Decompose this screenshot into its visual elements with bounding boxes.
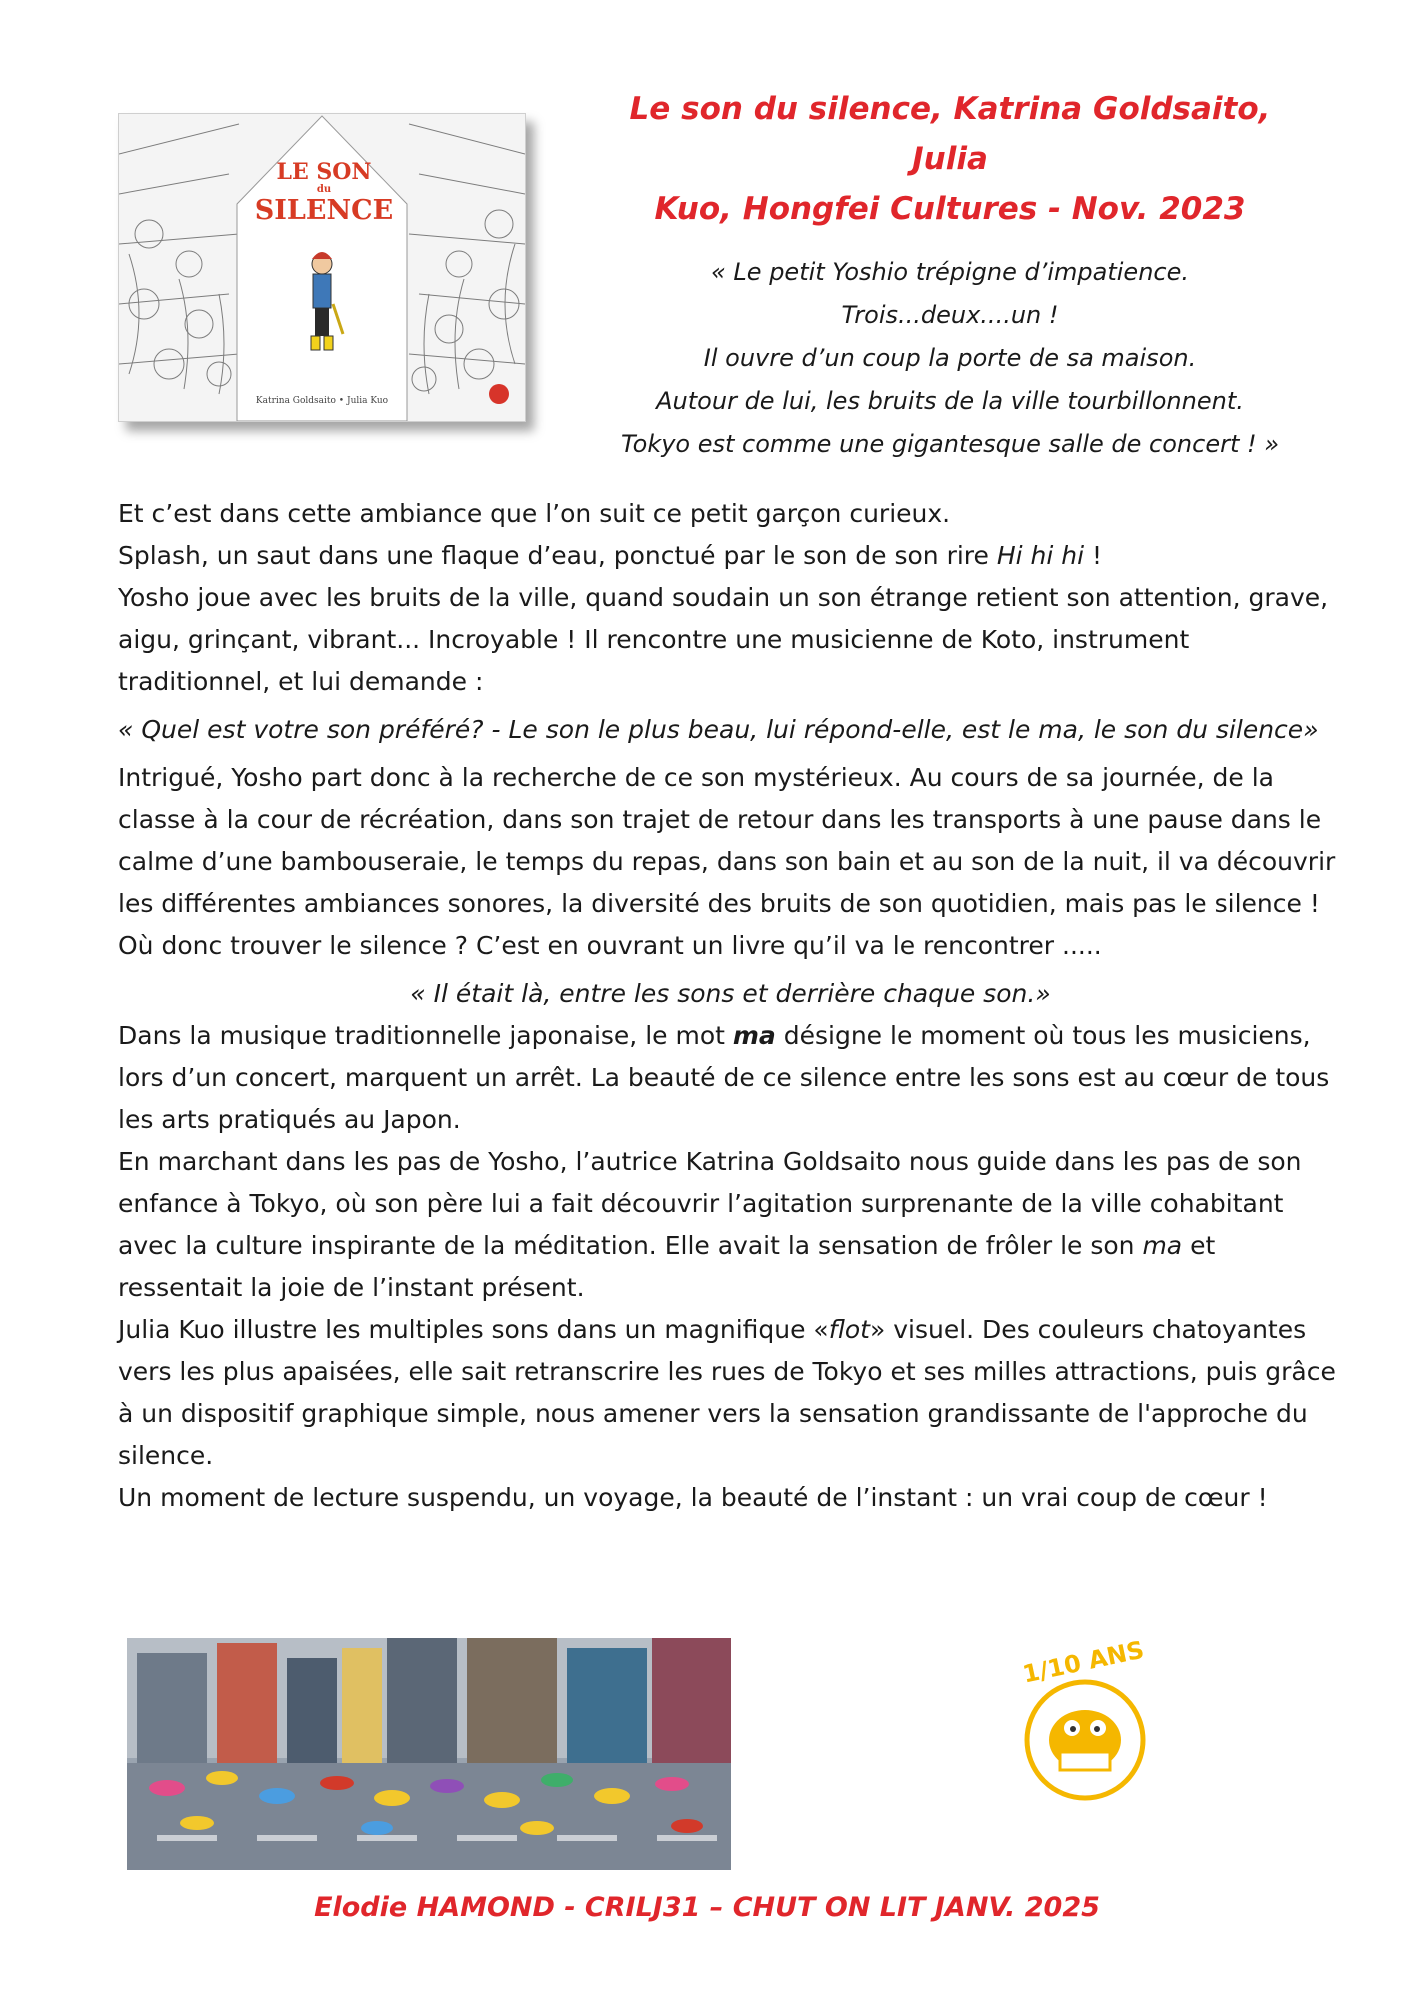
text-fragment: Splash, un saut dans une flaque d’eau, ponctué par le son de son rire: [118, 541, 997, 570]
text-fragment: et ressentait la joie de l’instant présent.: [118, 1231, 1216, 1302]
text-line: Yosho joue avec les bruits de la ville, quand soudain un son étrange retient son attention, grave, aigu, grinçant, vibrant... Incroyable ! Il rencontre une musicienne de Koto, instrument traditionnel, et lui demande :: [118, 583, 1329, 696]
quote-line: Trois...deux....un !: [841, 301, 1059, 329]
title-line-2: Kuo, Hongfei Cultures - Nov. 2023: [654, 191, 1246, 227]
text-fragment: désigne le moment où tous les musiciens, lors d’un concert, marquent un arrêt. La beauté de ce silence entre les sons est au cœur de tous les arts pratiqués au Japon.: [118, 1021, 1330, 1134]
text-line: Et c’est dans cette ambiance que l’on suit ce petit garçon curieux.: [118, 499, 951, 528]
text-fragment: Dans la musique traditionnelle japonaise, le mot: [118, 1021, 733, 1050]
review-body: [118, 493, 1343, 1519]
emphasis: ma: [732, 1021, 776, 1050]
quote-line: Autour de lui, les bruits de la ville tourbillonnent.: [656, 387, 1244, 415]
cover-title-small: du: [316, 184, 332, 195]
paragraph: Où donc trouver le silence ? C’est en ouvrant un livre qu’il va le rencontrer .....: [118, 931, 1102, 960]
cover-authors: Katrina Goldsaito • Julia Kuo: [255, 396, 389, 406]
text-fragment: En marchant dans les pas de Yosho, l’autrice Katrina Goldsaito nous guide dans les pas de son enfance à Tokyo, où son père lui a fait découvrir l’agitation surprenante de la ville cohabitant avec la culture inspirante de la méditation. Elle avait la sensation de frôler le son: [118, 1147, 1302, 1260]
emphasis: Hi hi hi: [996, 541, 1085, 570]
reading-frog-icon: [1010, 1640, 1160, 1810]
centered-quote: « Il était là, entre les sons et derrière chaque son.»: [410, 979, 1051, 1008]
tokyo-street-illustration: [127, 1638, 731, 1870]
quote-line: Tokyo est comme une gigantesque salle de concert ! »: [620, 430, 1280, 458]
opening-quote: [598, 251, 1302, 466]
page-title: [600, 84, 1300, 234]
cover-title: [254, 159, 394, 226]
paragraph: Un moment de lecture suspendu, un voyage, la beauté de l’instant : un vrai coup de cœur !: [118, 1483, 1268, 1512]
quote-line: Il ouvre d’un coup la porte de sa maison.: [703, 344, 1197, 372]
text-fragment: !: [1084, 541, 1103, 570]
logo-text: 1/10 ANS: [1020, 1640, 1147, 1689]
dialogue-quote: « Quel est votre son préféré? - Le son le plus beau, lui répond-elle, est le ma, le son du silence»: [118, 715, 1319, 744]
footer-credit: Elodie HAMOND - CRILJ31 – CHUT ON LIT JANV. 2025: [314, 1892, 1100, 1923]
title-line-1: Le son du silence, Katrina Goldsaito, Julia: [629, 91, 1271, 177]
cover-title-line-1: LE SON: [276, 159, 372, 185]
paragraph: [118, 1141, 1343, 1309]
paragraph: [118, 1015, 1343, 1141]
book-cover-image: [118, 113, 526, 422]
paragraph: Intrigué, Yosho part donc à la recherche de ce son mystérieux. Au cours de sa journée, de la classe à la cour de récréation, dans son trajet de retour dans les transports à une pause dans le calme d’une bambouseraie, le temps du repas, dans son bain et au son de la nuit, il va découvrir les différentes ambiances sonores, la diversité des bruits de son quotidien, mais pas le silence !: [118, 763, 1336, 918]
quote-line: « Le petit Yoshio trépigne d’impatience.: [710, 258, 1189, 286]
text-fragment: » visuel. Des couleurs chatoyantes vers les plus apaisées, elle sait retranscrire les rues de Tokyo et ses milles attractions, puis grâce à un dispositif graphique simple, nous amener vers la sensation grandissante de l'approche du silence.: [118, 1315, 1336, 1470]
paragraph: [118, 493, 1343, 703]
emphasis: ma: [1142, 1231, 1183, 1260]
illustration-image: [127, 1638, 731, 1870]
text-fragment: Julia Kuo illustre les multiples sons dans un magnifique «: [118, 1315, 829, 1344]
emphasis: flot: [828, 1315, 870, 1344]
paragraph: [118, 1309, 1343, 1477]
age-logo: [1010, 1640, 1160, 1814]
cover-title-line-2: SILENCE: [254, 195, 394, 226]
